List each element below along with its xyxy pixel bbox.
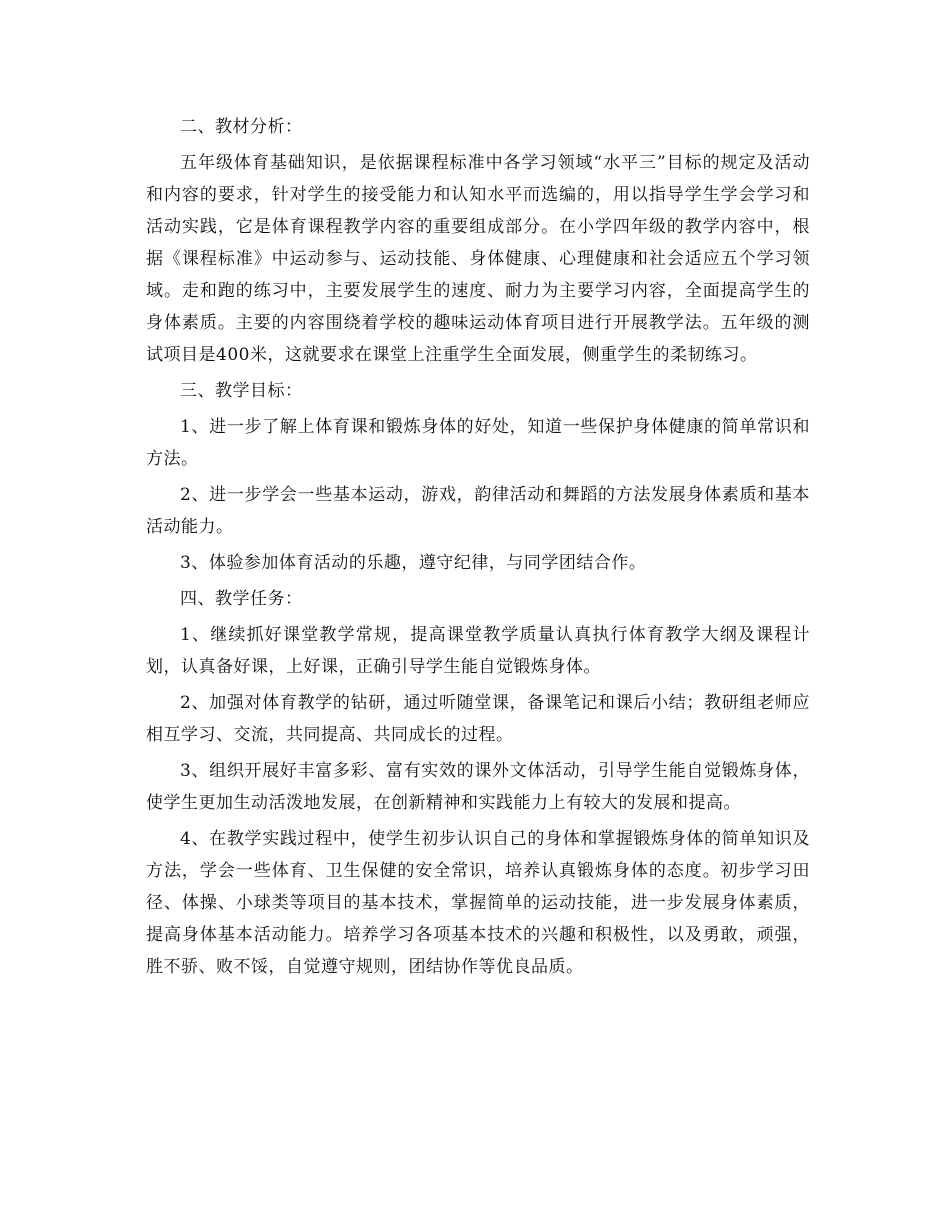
document-body bbox=[146, 111, 810, 983]
paragraph-materials-analysis: 五年级体育基础知识，是依据课程标准中各学习领域“水平三”目标的规定及活动和内容的要求，针对学生的接受能力和认知水平而选编的，用以指导学生学会学习和活动实践，它是体育课程教学内容的重要组成部分。在小学四年级的教学内容中，根据《课程标准》中运动参与、运动技能、身体健康、心理健康和社会适应五个学习领域。走和跑的练习中，主要发展学生的速度、耐力为主要学习内容，全面提高学生的身体素质。主要的内容围绕着学校的趣味运动体育项目进行开展教学法。五年级的测试项目是400米，这就要求在课堂上注重学生全面发展，侧重学生的柔韧练习。 bbox=[146, 153, 810, 365]
paragraph-task-2: 2、加强对体育教学的钻研，通过听随堂课，备课笔记和课后小结；教研组老师应相互学习、交流，共同提高、共同成长的过程。 bbox=[146, 693, 810, 745]
section-heading-goals: 三、教学目标： bbox=[180, 381, 303, 401]
paragraph-goal-2: 2、进一步学会一些基本运动，游戏，韵律活动和舞蹈的方法发展身体素质和基本活动能力。 bbox=[146, 485, 810, 537]
paragraph-goal-3: 3、体验参加体育活动的乐趣，遵守纪律，与同学团结合作。 bbox=[180, 553, 647, 573]
paragraph-task-1: 1、继续抓好课堂教学常规，提高课堂教学质量认真执行体育教学大纲及课程计划，认真备好课，上好课，正确引导学生能自觉锻炼身体。 bbox=[146, 625, 810, 677]
paragraph-goal-1: 1、进一步了解上体育课和锻炼身体的好处，知道一些保护身体健康的简单常识和方法。 bbox=[146, 417, 810, 469]
paragraph-task-3: 3、组织开展好丰富多彩、富有实效的课外文体活动，引导学生能自觉锻炼身体，使学生更加生动活泼地发展，在创新精神和实践能力上有较大的发展和提高。 bbox=[146, 761, 810, 813]
paragraph-task-4: 4、在教学实践过程中，使学生初步认识自己的身体和掌握锻炼身体的简单知识及方法，学会一些体育、卫生保健的安全常识，培养认真锻炼身体的态度。初步学习田径、体操、小球类等项目的基本技术，掌握简单的运动技能，进一步发展身体素质，提高身体基本活动能力。培养学习各项基本技术的兴趣和积极性，以及勇敢，顽强，胜不骄、败不馁，自觉遵守规则，团结协作等优良品质。 bbox=[146, 829, 810, 977]
section-heading-materials: 二、教材分析： bbox=[180, 117, 303, 137]
section-heading-tasks: 四、教学任务： bbox=[180, 589, 303, 609]
